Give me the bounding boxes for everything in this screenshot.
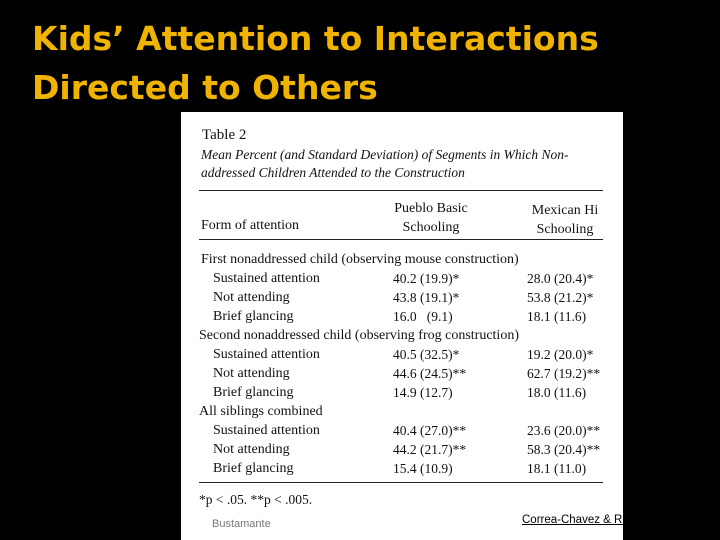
cell-mexican: 18.1 (11.6) bbox=[527, 309, 587, 324]
cell-mexican: 23.6 (20.0)** bbox=[527, 423, 601, 438]
cell-mexican: 18.1 (11.0) bbox=[527, 461, 587, 476]
cell-pueblo: 15.4 (10.9) bbox=[393, 461, 453, 476]
section-title-all-siblings: All siblings combined bbox=[199, 404, 323, 419]
cell-pueblo: 40.4 (27.0)** bbox=[393, 423, 467, 438]
cell-pueblo: 40.2 (19.9)* bbox=[393, 271, 460, 286]
cell-mexican: 28.0 (20.4)* bbox=[527, 271, 594, 286]
cell-pueblo: 43.8 (19.1)* bbox=[393, 290, 460, 305]
citation-link[interactable]: Correa-Chavez & Rogoff, 2009 bbox=[522, 514, 680, 526]
cell-pueblo: 40.5 (32.5)* bbox=[393, 347, 460, 362]
slide-title-line-1: Kids’ Attention to Interactions bbox=[32, 19, 599, 58]
header-pueblo-basic bbox=[389, 199, 473, 237]
row-label: Brief glancing bbox=[213, 385, 294, 400]
header-mexican-line-1: Mexican Hi bbox=[531, 203, 599, 218]
slide-title-line-2: Directed to Others bbox=[32, 68, 378, 107]
slide-title bbox=[32, 14, 672, 112]
table-top-rule bbox=[199, 190, 603, 191]
cell-mexican: 53.8 (21.2)* bbox=[527, 290, 594, 305]
cell-pueblo: 44.6 (24.5)** bbox=[393, 366, 467, 381]
section-title-second-child: Second nonaddressed child (observing frog construction) bbox=[199, 328, 519, 343]
header-mexican-hi bbox=[525, 201, 605, 239]
header-pueblo-line-2: Schooling bbox=[402, 220, 460, 235]
row-label: Sustained attention bbox=[213, 347, 320, 362]
cell-pueblo: 16.0 (9.1) bbox=[393, 309, 453, 324]
table-footnote: *p < .05. **p < .005. bbox=[199, 492, 313, 507]
row-label: Not attending bbox=[213, 442, 290, 457]
row-label: Sustained attention bbox=[213, 423, 320, 438]
header-form-of-attention: Form of attention bbox=[201, 218, 299, 233]
table-label: Table 2 bbox=[202, 127, 247, 143]
presenter-name: Bustamante bbox=[212, 518, 271, 530]
cell-pueblo: 14.9 (12.7) bbox=[393, 385, 453, 400]
row-label: Brief glancing bbox=[213, 309, 294, 324]
cell-mexican: 18.0 (11.6) bbox=[527, 385, 587, 400]
table-caption bbox=[201, 146, 569, 182]
cell-mexican: 62.7 (19.2)** bbox=[527, 366, 601, 381]
cell-pueblo: 44.2 (21.7)** bbox=[393, 442, 467, 457]
cell-mexican: 58.3 (20.4)** bbox=[527, 442, 601, 457]
table-bottom-rule bbox=[199, 482, 603, 483]
table-caption-line-2: addressed Children Attended to the Construction bbox=[201, 165, 465, 180]
table-caption-line-1: Mean Percent (and Standard Deviation) of Segments in Which Non- bbox=[201, 147, 569, 162]
header-mexican-line-2: Schooling bbox=[536, 222, 594, 237]
scanned-table-image bbox=[181, 112, 623, 540]
cell-mexican: 19.2 (20.0)* bbox=[527, 347, 594, 362]
table-header-rule bbox=[199, 239, 603, 240]
header-pueblo-line-1: Pueblo Basic bbox=[394, 201, 468, 216]
section-title-first-child: First nonaddressed child (observing mouse construction) bbox=[201, 252, 519, 267]
row-label: Sustained attention bbox=[213, 271, 320, 286]
row-label: Not attending bbox=[213, 366, 290, 381]
row-label: Brief glancing bbox=[213, 461, 294, 476]
row-label: Not attending bbox=[213, 290, 290, 305]
